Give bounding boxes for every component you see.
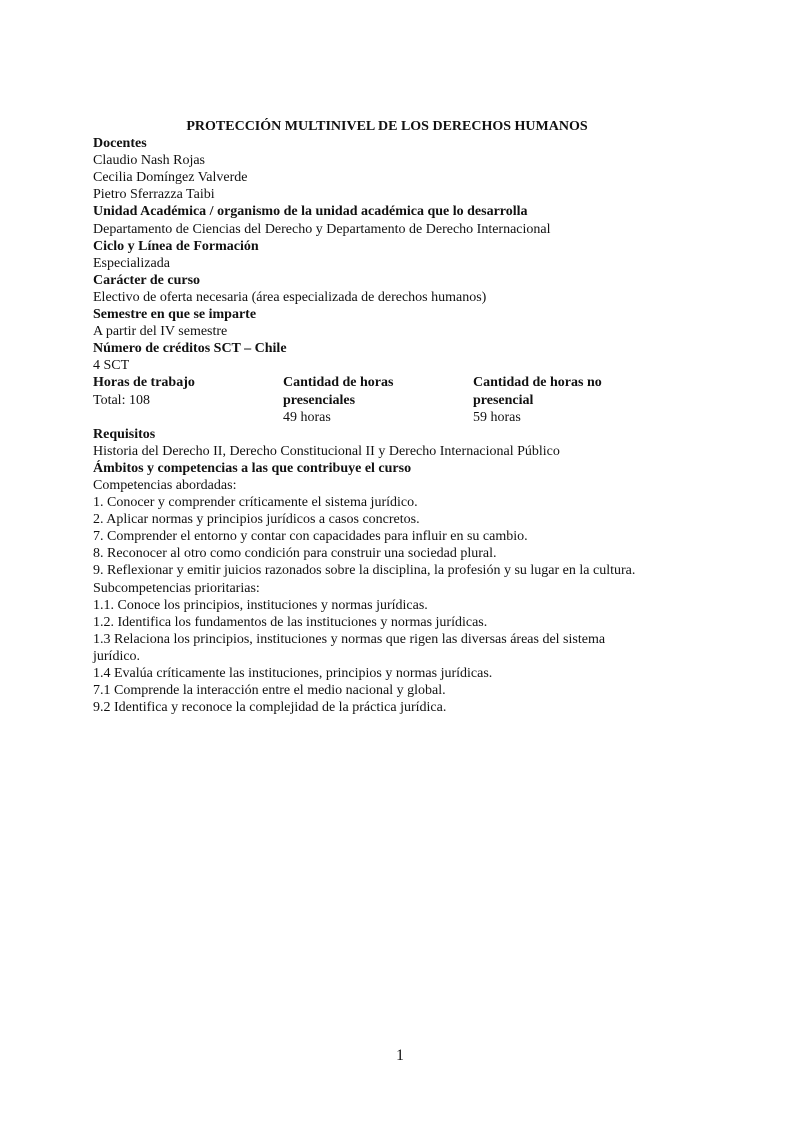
semestre-text: A partir del IV semestre xyxy=(93,324,228,340)
competencias-label: Competencias abordadas: xyxy=(93,477,237,493)
subcompetencia-item: 1.2. Identifica los fundamentos de las instituciones y normas jurídicas. xyxy=(93,614,488,630)
horas-col2-value: 49 horas xyxy=(283,409,331,425)
competencia-item: 2. Aplicar normas y principios jurídicos a casos concretos. xyxy=(93,512,420,528)
horas-col3-heading-l2: presencial xyxy=(473,392,534,408)
document-body xyxy=(93,118,653,716)
unidad-heading: Unidad Académica / organismo de la unidad académica que lo desarrolla xyxy=(93,204,528,220)
docente-name: Cecilia Domíngez Valverde xyxy=(93,170,248,186)
document-title: PROTECCIÓN MULTINIVEL DE LOS DERECHOS HUMANOS xyxy=(186,119,588,134)
competencia-item: 7. Comprender el entorno y contar con capacidades para influir en su cambio. xyxy=(93,529,528,545)
docente-name: Pietro Sferrazza Taibi xyxy=(93,187,215,203)
ciclo-text: Especializada xyxy=(93,255,170,271)
horas-col1-value: Total: 108 xyxy=(93,392,150,408)
ciclo-heading: Ciclo y Línea de Formación xyxy=(93,238,259,254)
horas-table xyxy=(93,374,653,425)
docente-name: Claudio Nash Rojas xyxy=(93,153,205,169)
page-number: 1 xyxy=(396,1047,404,1064)
horas-col-presenciales xyxy=(283,374,473,425)
competencia-item: 8. Reconocer al otro como condición para construir una sociedad plural. xyxy=(93,546,497,562)
semestre-heading: Semestre en que se imparte xyxy=(93,307,257,323)
subcompetencia-item: 7.1 Comprende la interacción entre el medio nacional y global. xyxy=(93,683,446,699)
horas-col2-heading-l1: Cantidad de horas xyxy=(283,375,394,391)
competencia-item: 1. Conocer y comprender críticamente el sistema jurídico. xyxy=(93,495,418,511)
requisitos-heading: Requisitos xyxy=(93,426,156,442)
subcompetencias-label: Subcompetencias prioritarias: xyxy=(93,580,260,596)
subcompetencia-item: 1.1. Conoce los principios, instituciones y normas jurídicas. xyxy=(93,597,428,613)
subcompetencia-item: 9.2 Identifica y reconoce la complejidad de la práctica jurídica. xyxy=(93,700,447,716)
horas-col-total xyxy=(93,374,283,425)
requisitos-text: Historia del Derecho II, Derecho Constitucional II y Derecho Internacional Público xyxy=(93,443,560,459)
horas-col2-heading-l2: presenciales xyxy=(283,392,356,408)
creditos-heading: Número de créditos SCT – Chile xyxy=(93,341,287,357)
subcompetencia-item: 1.3 Relaciona los principios, instituciones y normas que rigen las diversas áreas del sistema jurídico. xyxy=(93,631,606,664)
horas-col3-value: 59 horas xyxy=(473,409,521,425)
ambitos-heading: Ámbitos y competencias a las que contribuye el curso xyxy=(93,460,412,476)
subcompetencia-item: 1.4 Evalúa críticamente las instituciones, principios y normas jurídicas. xyxy=(93,666,493,681)
horas-col-no-presencial xyxy=(473,374,653,425)
horas-col1-heading: Horas de trabajo xyxy=(93,375,195,391)
competencia-item: 9. Reflexionar y emitir juicios razonados sobre la disciplina, la profesión y su lugar en la cultura. xyxy=(93,563,636,579)
caracter-text: Electivo de oferta necesaria (área especializada de derechos humanos) xyxy=(93,289,487,305)
horas-col3-heading-l1: Cantidad de horas no xyxy=(473,375,602,391)
docentes-heading: Docentes xyxy=(93,136,147,152)
caracter-heading: Carácter de curso xyxy=(93,272,201,288)
unidad-text: Departamento de Ciencias del Derecho y Departamento de Derecho Internacional xyxy=(93,221,551,237)
creditos-text: 4 SCT xyxy=(93,358,130,374)
